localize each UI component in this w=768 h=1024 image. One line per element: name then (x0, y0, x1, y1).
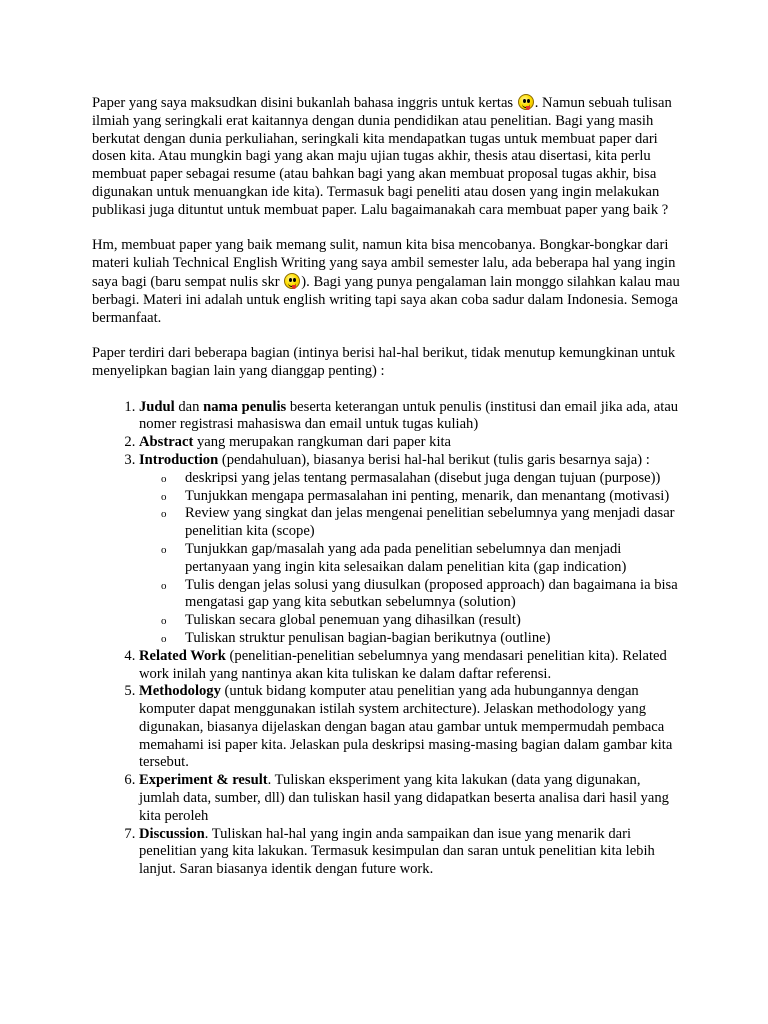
list-item: 4. Related Work (penelitian-penelitian sebelumnya yang mendasari penelitian kita). Related work inilah yang nantinya akan kita tuliskan ke dalam daftar referensi. (139, 648, 680, 684)
sub-list-item: o Tulis dengan jelas solusi yang diusulkan (proposed approach) dan bagaimana ia bisa mengatasi gap yang kita sebutkan sebelumnya (solution) (185, 577, 680, 613)
introduction-sublist (139, 470, 680, 648)
list-item: 3. Introduction (pendahuluan), biasanya berisi hal-hal berikut (tulis garis besarnya saja) : o deskripsi yang jelas tentang permasalahan (disebut juga dengan tujuan (purpose)) o Tunjukkan mengapa permasalahan ini penting, menarik, dan menantang (motivasi) o Review yang singkat dan jelas mengenai penelitian sebelumnya yang menjadi dasar penelitian kita (scope) o Tunjukkan gap/masalah yang ada pada penelitian sebelumnya dan menjadi pertanyaan yang ingin kita selesaikan dalam penelitian kita (gap indication) o Tulis dengan jelas solusi yang diusulkan (proposed approach) dan bagaimana ia bisa mengatasi gap yang kita sebutkan sebelumnya (solution) o Tuliskan secara global penemuan yang dihasilkan (result) o Tuliskan struktur penulisan bagian-bagian berikutnya (outline) (139, 452, 680, 648)
smiley-tongue-icon (284, 273, 300, 289)
paper-sections-list (92, 399, 680, 880)
sub-list-item: o Tunjukkan gap/masalah yang ada pada penelitian sebelumnya dan menjadi pertanyaan yang ingin kita selesaikan dalam penelitian kita (gap indication) (185, 541, 680, 577)
list-item: 6. Experiment & result. Tuliskan eksperiment yang kita lakukan (data yang digunakan, jumlah data, sumber, dll) dan tuliskan hasil yang didapatkan beserta analisa dari hasil yang kita peroleh (139, 772, 680, 825)
list-item: 1. Judul dan nama penulis beserta keterangan untuk penulis (institusi dan email jika ada, atau nomer registrasi mahasiswa dan email untuk tugas kuliah) (139, 399, 680, 435)
paragraph-context: Hm, membuat paper yang baik memang sulit, namun kita bisa mencobanya. Bongkar-bongkar dari materi kuliah Technical English Writing yang saya ambil semester lalu, ada beberapa hal yang ingin saya bagi (baru sempat nulis skr ). Bagi yang punya pengalaman lain monggo silahkan kalau mau berbagi. Materi ini adalah untuk english writing tapi saya akan coba sadur dalam Indonesia. Semoga bermanfaat. (92, 237, 680, 326)
sub-list-item: o Tunjukkan mengapa permasalahan ini penting, menarik, dan menantang (motivasi) (185, 488, 680, 506)
sub-list-item: o Review yang singkat dan jelas mengenai penelitian sebelumnya yang menjadi dasar penelitian kita (scope) (185, 505, 680, 541)
paragraph-intro: Paper yang saya maksudkan disini bukanlah bahasa inggris untuk kertas . Namun sebuah tulisan ilmiah yang seringkali erat kaitannya dengan dunia pendidikan atau penelitian. Bagi yang masih berkutat dengan dunia perkuliahan, seringkali kita mendapatkan tugas untuk membuat paper dari dosen kita. Atau mungkin bagi yang akan maju ujian tugas akhir, thesis atau disertasi, kita perlu membuat paper sebagai resume (atau bahkan bagi yang akan membuat proposal tugas akhir, bisa digunakan untuk menuangkan ide kita). Termasuk bagi peneliti atau dosen yang ingin melakukan publikasi juga dituntut untuk membuat paper. Lalu bagaimanakah cara membuat paper yang baik ? (92, 95, 672, 218)
sub-list-item: o Tuliskan secara global penemuan yang dihasilkan (result) (185, 612, 680, 630)
document-page (92, 94, 680, 879)
sub-list-item: o Tuliskan struktur penulisan bagian-bagian berikutnya (outline) (185, 630, 680, 648)
list-item: 5. Methodology (untuk bidang komputer atau penelitian yang ada hubungannya dengan komputer dapat menggunakan istilah system architecture). Jelaskan methodology yang digunakan, biasanya dijelaskan dengan bagan atau gambar untuk mempermudah pembaca memahami isi paper kita. Jelaskan pula deskripsi masing-masing bagian dalam gambar kita tersebut. (139, 683, 680, 772)
paragraph-structure: Paper terdiri dari beberapa bagian (intinya berisi hal-hal berikut, tidak menutup kemungkinan untuk menyelipkan bagian lain yang dianggap penting) : (92, 345, 676, 379)
sub-list-item: o deskripsi yang jelas tentang permasalahan (disebut juga dengan tujuan (purpose)) (185, 470, 680, 488)
smiley-tongue-icon (518, 94, 534, 110)
list-item: 7. Discussion. Tuliskan hal-hal yang ingin anda sampaikan dan isue yang menarik dari penelitian yang kita lakukan. Termasuk kesimpulan dan saran untuk penelitian kita lebih lanjut. Saran biasanya identik dengan future work. (139, 826, 680, 879)
list-item: 2. Abstract yang merupakan rangkuman dari paper kita (139, 434, 680, 452)
